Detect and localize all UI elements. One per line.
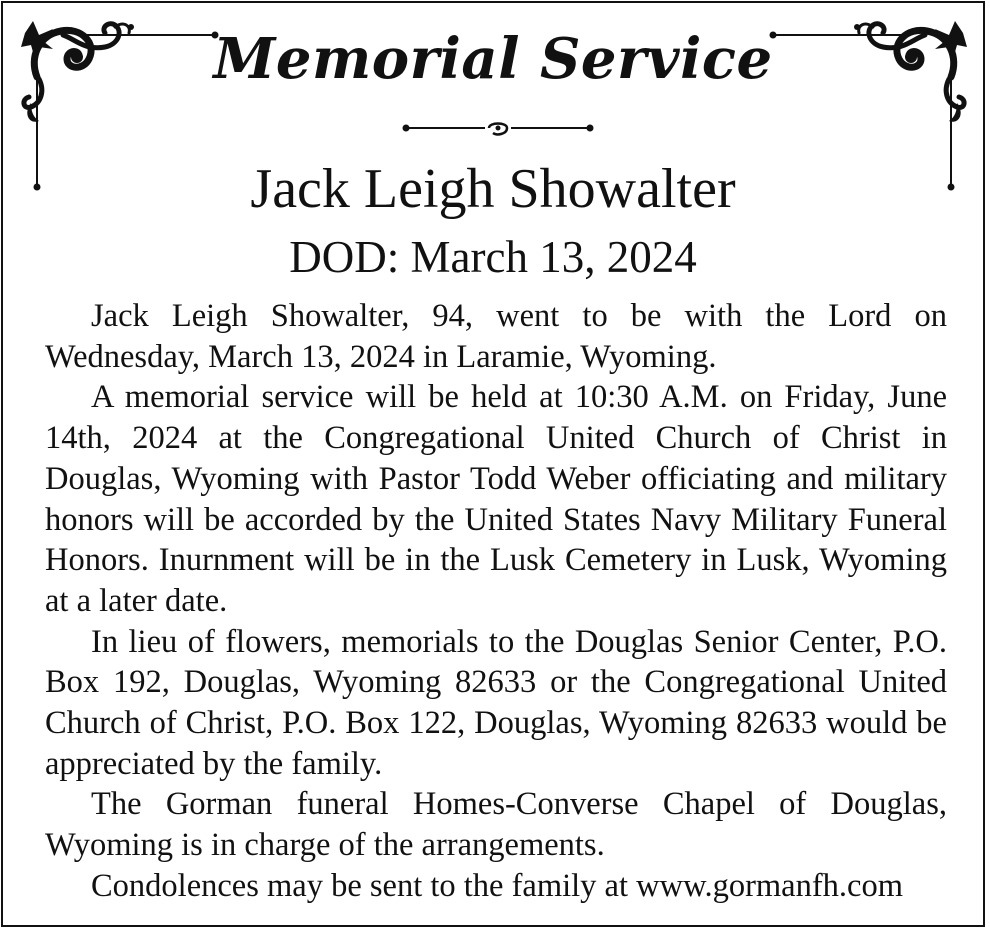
notice-heading: Memorial Service	[213, 26, 773, 92]
ornamental-divider-icon	[401, 119, 595, 139]
paragraph-arrangements: The Gorman funeral Homes-Converse Chapel of Douglas, Wyoming is in charge of the arrangements.	[45, 786, 947, 864]
paragraph-memorials: In lieu of flowers, memorials to the Douglas Senior Center, P.O. Box 192, Douglas, Wyoming 82633 or the Congregational United Church of Christ, P.O. Box 122, Douglas, Wyoming 82633 would be appreciated by the family.	[45, 623, 947, 782]
date-of-death: DOD: March 13, 2024	[289, 232, 697, 282]
paragraph-service-details: A memorial service will be held at 10:30 A.M. on Friday, June 14th, 2024 at the Congregational United Church of Christ in Douglas, Wyoming with Pastor Todd Weber officiating and military honors will be accorded by the United States Navy Military Funeral Honors. Inurnment will be in the Lusk Cemetery in Lusk, Wyoming at a later date.	[45, 379, 947, 619]
notice-frame	[1, 1, 985, 927]
notice-body	[45, 296, 947, 907]
paragraph-announcement: Jack Leigh Showalter, 94, went to be with the Lord on Wednesday, March 13, 2024 in Laramie, Wyoming.	[45, 298, 947, 375]
paragraph-condolences: Condolences may be sent to the family at www.gormanfh.com	[91, 867, 903, 904]
deceased-name: Jack Leigh Showalter	[250, 158, 736, 220]
